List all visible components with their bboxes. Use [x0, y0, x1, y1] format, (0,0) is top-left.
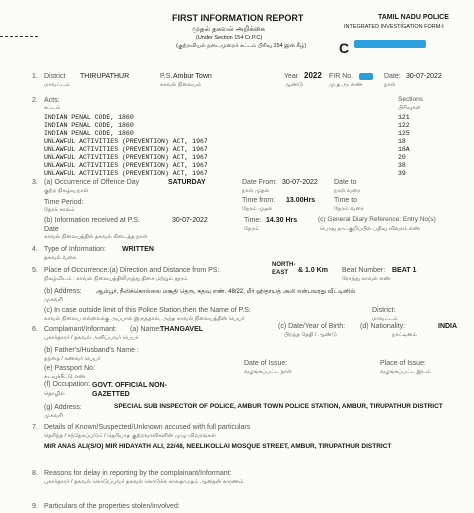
district-value: THIRUPATHUR — [80, 73, 130, 80]
section-item: 125 — [398, 130, 410, 137]
time-label: Time: — [244, 217, 262, 224]
act-item: UNLAWFUL ACTIVITIES (PREVENTION) ACT, 1967 — [44, 162, 208, 169]
name-value: THANGAVEL — [160, 326, 204, 333]
report-title-tamil: முதல் தகவல் அறிக்கை — [192, 26, 265, 33]
state-police: TAMIL NADU POLICE — [378, 14, 449, 21]
info-received-date-label: Date — [44, 226, 59, 233]
outside-district-label-tamil: மாவட்டம் — [372, 316, 398, 322]
acts-label: Acts: — [44, 97, 60, 104]
row-8-number: 8. — [32, 470, 38, 477]
date-label-tamil: நாள் — [384, 82, 396, 88]
date-label: Date: — [384, 73, 401, 80]
row-9-number: 9. — [32, 503, 38, 510]
ps-label: P.S. — [160, 73, 173, 80]
row-7-number: 7. — [32, 424, 38, 431]
district-label-tamil: மாவட்டம் — [44, 82, 70, 88]
info-type-label-tamil: தகவல் வகை — [44, 255, 77, 261]
date-to-label-tamil: நாள் வரை — [334, 188, 361, 194]
row-6-number: 6. — [32, 326, 38, 333]
sections-label: Sections — [398, 96, 423, 103]
district-label: District — [44, 73, 66, 80]
accused-label: Details of Known/Suspected/Unknown accused with full particulars — [44, 424, 251, 431]
name-label: (a) Name: — [130, 326, 162, 333]
time-from-label: Time from: — [242, 197, 276, 204]
row-5-number: 5. — [32, 267, 38, 274]
date-to-label: Date to — [334, 179, 357, 186]
time-to-label-tamil: நேரம் வரை — [334, 206, 364, 212]
time-period-label-tamil: நேரக் காலம் — [44, 207, 75, 213]
row-1-number: 1. — [32, 73, 38, 80]
passport-label: (e) Passport No: — [44, 365, 95, 372]
occupation-value: GOVT. OFFICIAL NON-GAZETTED — [92, 382, 167, 399]
issue-place-label: Place of Issue: — [380, 360, 426, 367]
act-item: UNLAWFUL ACTIVITIES (PREVENTION) ACT, 1967 — [44, 146, 208, 153]
issue-date-label: Date of Issue: — [244, 360, 288, 367]
section-item: 20 — [398, 154, 406, 161]
date-from-label: Date From: — [242, 179, 278, 186]
section-item: 38 — [398, 162, 406, 169]
act-item: INDIAN PENAL CODE, 1860 — [44, 122, 134, 129]
place-label-tamil: நிகழ்விடம் : காவல் நிலையத்திலிருந்து திசை மற்றும் தூரம் — [44, 276, 188, 282]
issue-place-label-tamil: வழங்கப்பட்ட இடம் — [380, 369, 431, 375]
year-value: 2022 — [304, 71, 322, 80]
section-item: 122 — [398, 122, 410, 129]
complainant-address-label: (g) Address: — [44, 404, 82, 411]
row-3-number: 3. — [32, 179, 38, 186]
act-item: UNLAWFUL ACTIVITIES (PREVENTION) ACT, 1967 — [44, 138, 208, 145]
father-name-label-tamil: தந்தை / கணவர் பெயர் — [44, 356, 101, 362]
nationality-label-tamil: நாட்டினம் — [392, 332, 417, 338]
under-section-tamil: (குற்றவியல் நடைமுறைச் சட்டம் பிரிவு 154 இன் கீழ்) — [176, 43, 307, 49]
fir-no-label: FIR No. — [329, 73, 354, 80]
time-value: 14.30 Hrs — [266, 217, 298, 224]
issue-date-label-tamil: வழங்கப்பட்ட நாள் — [244, 369, 292, 375]
occupation-label-tamil: தொழில் — [44, 391, 65, 397]
under-section: (Under Section 154 Cr.P.C) — [196, 35, 263, 41]
section-item: 121 — [398, 114, 410, 121]
address-label: (b) Address: — [44, 288, 82, 295]
year-label: Year — [284, 73, 299, 80]
accused-label-tamil: தெரிந்த / சந்தேகப்படும் / தெரியாத குற்றவாளிகளின் முழு விவரங்கள் — [44, 433, 216, 439]
redaction-mark — [354, 40, 426, 48]
address-label-tamil: முகவரி — [44, 297, 63, 303]
nationality-value: INDIA — [438, 323, 458, 330]
date-from-value: 30-07-2022 — [282, 179, 318, 186]
outside-district-label: District: — [372, 307, 396, 314]
passport-label-tamil: கடவுச்சீட்டு எண் — [44, 374, 86, 380]
section-item: 18 — [398, 138, 406, 145]
time-label-tamil: நேரம் — [244, 226, 259, 232]
year-label-tamil: ஆண்டு — [284, 82, 303, 88]
act-item: INDIAN PENAL CODE, 1860 — [44, 130, 134, 137]
complainant-label: Complainant/Informant: — [44, 326, 117, 333]
time-from-value: 13.00Hrs — [286, 197, 316, 204]
accused-value: MIR ANAS ALI(S/O) MIR HIDAYATH ALI, 22/48, NEELIKOLLAI MOSQUE STREET, AMBUR, TIRUPATHUR DISTRICT — [44, 443, 392, 450]
outside-limit-label: (c) In case outside limit of this Police Station,then the Name of P.S: — [44, 307, 251, 314]
report-title: FIRST INFORMATION REPORT — [172, 13, 304, 23]
scan-dash-mark — [0, 36, 38, 37]
row-2-number: 2. — [32, 97, 38, 104]
date-from-label-tamil: நாள் முதல் — [242, 188, 270, 194]
info-received-date: 30-07-2022 — [172, 217, 208, 224]
nationality-label: (d) Nationality: — [360, 323, 406, 330]
ps-value: Ambur Town — [173, 73, 212, 80]
place-label: Place of Occurrence:(a) Direction and Distance from PS: — [44, 267, 220, 274]
complainant-address-value: SPECIAL SUB INSPECTOR OF POLICE, AMBUR TOWN POLICE STATION, AMBUR, TIRUPATHUR DISTRICT — [114, 403, 443, 410]
time-period-label: Time Period: — [44, 199, 84, 206]
occurrence-label: (a) Occurrence of Offence Day — [44, 179, 140, 186]
row-4-number: 4. — [32, 246, 38, 253]
form-name: INTEGRATED INVESTIGATION FORM-I — [344, 24, 444, 30]
time-to-label: Time to — [334, 197, 358, 204]
act-item: INDIAN PENAL CODE, 1860 — [44, 114, 134, 121]
delay-reason-label: Reasons for delay in reporting by the complainant/Informant: — [44, 470, 232, 477]
code-letter: C — [339, 40, 350, 56]
beat-label-tamil: ரோந்து காவல் எண் — [342, 276, 391, 282]
address-value: ஆம்பூர், நீலிக்கொல்லை மசூதி தெரு, கதவு எண். 48/22, மீர் ஹிதாயத் அலி என்பவரது வீட்டினில் — [96, 289, 356, 295]
general-diary-label: (c) General Diary Reference: Entry No(s) — [318, 216, 436, 223]
info-received-label: (b) Information received at P.S. — [44, 217, 140, 224]
date-value: 30-07-2022 — [406, 73, 442, 80]
occurrence-label-tamil: குற்ற நிகழ்வு நாள் — [44, 188, 89, 194]
dob-label-tamil: பிறந்த தேதி / ஆண்டு — [284, 332, 337, 338]
section-item: 39 — [398, 170, 406, 177]
complainant-address-label-tamil: முகவரி — [44, 413, 63, 419]
info-received-label-tamil: காவல் நிலையத்தில் தகவல் கிடைத்த நாள் — [44, 234, 148, 240]
section-item: 18A — [398, 146, 410, 153]
general-diary-label-tamil: பொது நாட்குறிப்பில் பதிவு விவரம் எண் — [320, 226, 421, 232]
act-item: UNLAWFUL ACTIVITIES (PREVENTION) ACT, 1967 — [44, 170, 208, 177]
beat-label: Beat Number: — [342, 267, 386, 274]
occupation-label: (f) Occupation: — [44, 381, 90, 388]
sections-label-tamil: பிரிவுகள் — [398, 105, 421, 111]
name-label-tamil: புகார்தாரர் / தகவல் அளிப்பவர் பெயர் — [44, 335, 139, 341]
father-name-label: (b) Father's/Husband's Name : — [44, 347, 139, 354]
beat-value: BEAT 1 — [392, 267, 417, 274]
occurrence-day: SATURDAY — [168, 179, 206, 186]
acts-label-tamil: சட்டம் — [44, 105, 61, 111]
info-type-value: WRITTEN — [122, 246, 154, 253]
fir-redaction — [359, 73, 373, 80]
time-from-label-tamil: நேரம் முதல் — [242, 206, 273, 212]
ps-label-tamil: காவல் நிலையம் — [160, 82, 202, 88]
info-type-label: Type of Information: — [44, 246, 106, 253]
distance-value: & 1.0 Km — [298, 267, 328, 274]
dob-label: (c) Date/Year of Birth: — [278, 323, 346, 330]
delay-reason-label-tamil: புகார்தாரர் / தகவல் கொடுப்பவர் தகவல் கொடுக்க காலதாமதம் ஆனதன் காரணம் — [44, 479, 244, 485]
fir-no-label-tamil: மு.த.அ. எண் — [329, 82, 363, 88]
outside-limit-label-tamil: காவல் நிலைய எல்லைக்கு அப்பால் இருந்தால், அந்த காவல் நிலையத்தின் பெயர் — [44, 316, 245, 322]
act-item: UNLAWFUL ACTIVITIES (PREVENTION) ACT, 1967 — [44, 154, 208, 161]
properties-label: Particulars of the properties stolen/involved: — [44, 503, 180, 510]
direction-value: NORTH-EAST — [272, 262, 296, 276]
